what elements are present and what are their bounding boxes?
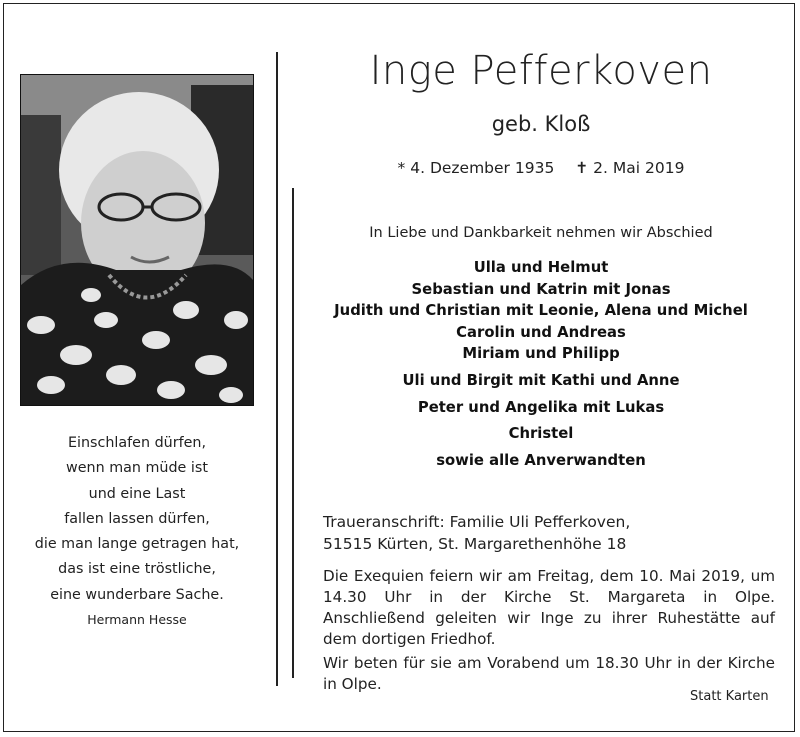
mourner-line: sowie alle Anverwandten [436,451,646,469]
deceased-name: Inge Pefferkoven [369,48,713,94]
divider-line [292,188,294,678]
funeral-paragraph: Die Exequien feiern wir am Freitag, dem 10. Mai 2019, um 14.30 Uhr in der Kirche St. Margareta in Olpe. Anschließend geleiten wir Inge zu ihrer Ruhestätte auf dem dortigen Friedhof. [323,567,775,648]
mourner-line: Sebastian und Katrin mit Jonas [411,280,671,298]
maiden-name: geb. Kloß [491,112,591,136]
poem-line: und eine Last [88,485,186,502]
poem-line: wenn man müde ist [66,460,208,477]
poem [20,431,254,608]
mourning-address [323,511,630,555]
death-date: ✝ 2. Mai 2019 [575,159,685,177]
mourner-line: Judith und Christian mit Leonie, Alena und Michel [334,302,748,320]
address-line: Traueranschrift: Familie Uli Pefferkoven, [323,513,631,531]
life-dates [300,159,782,177]
statt-karten-note: Statt Karten [690,689,769,704]
mourner-line: Ulla und Helmut [473,259,609,276]
poem-line: fallen lassen dürfen, [64,510,210,527]
funeral-paragraph: Wir beten für sie am Vorabend um 18.30 Uhr in der Kirche in Olpe. [323,654,775,693]
mourners-list [300,257,782,471]
mourner-line: Carolin und Andreas [456,323,626,341]
poem-author: Hermann Hesse [87,612,187,627]
mourner-line: Peter und Angelika mit Lukas [417,398,665,416]
portrait-photo [20,74,254,406]
mourner-line: Christel [508,425,574,443]
farewell-text: In Liebe und Dankbarkeit nehmen wir Abschied [369,225,713,241]
poem-line: das ist eine tröstliche, [58,561,216,578]
poem-line: Einschlafen dürfen, [67,435,207,451]
mourner-line: Uli und Birgit mit Kathi und Anne [402,371,680,389]
divider-line [276,52,278,686]
mourner-line: Miriam und Philipp [462,345,620,363]
address-line: 51515 Kürten, St. Margarethenhöhe 18 [323,535,627,553]
poem-line: eine wunderbare Sache. [50,586,224,603]
poem-line: die man lange getragen hat, [34,536,240,553]
funeral-details [323,566,775,698]
birth-date: * 4. Dezember 1935 [397,159,555,177]
